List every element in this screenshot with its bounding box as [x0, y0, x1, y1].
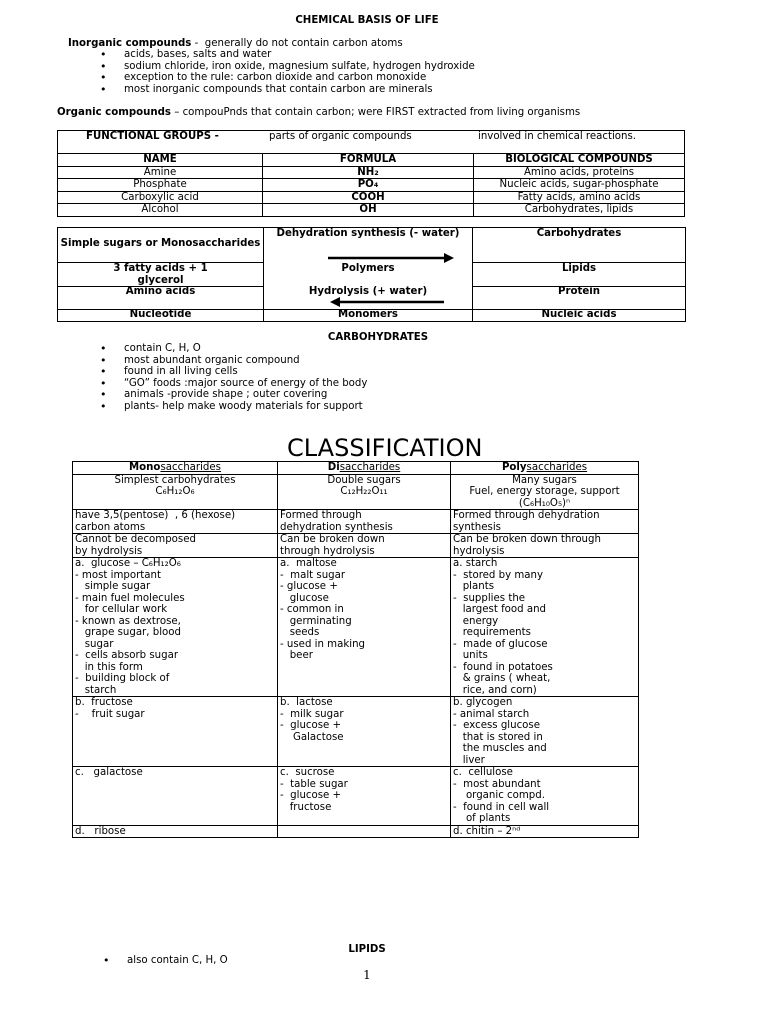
- organic-desc: – compouPnds that contain carbon; were FIRST extracted from living organisms: [171, 107, 581, 118]
- lipids-bullets: [103, 955, 228, 967]
- mono-formula: C₆H₁₂O₆: [155, 486, 195, 497]
- organic-label: Organic compounds: [57, 107, 171, 118]
- table-row: [73, 510, 639, 534]
- fg-bio: Amino acids, proteins: [474, 166, 685, 179]
- organic-definition: [57, 107, 580, 119]
- polymer-nucleic-acids: Nucleic acids: [541, 309, 617, 320]
- polymer-carbohydrates: Carbohydrates: [536, 228, 622, 239]
- list-item: • “GO” foods :major source of energy of the body: [100, 378, 367, 390]
- table-row: [58, 204, 685, 217]
- di-name-a: Di: [327, 462, 340, 473]
- hydrolysis-label: Hydrolysis (+ water): [308, 286, 428, 297]
- poly-cell: b. glycogen - animal starch - excess glucose that is stored in the muscles and liver: [451, 697, 639, 767]
- table-row: [73, 558, 639, 697]
- fg-formula: OH: [263, 204, 474, 217]
- mono-cell: b. fructose - fruit sugar: [73, 697, 278, 767]
- col-header-poly: [451, 462, 639, 475]
- monomer-sugars: Simple sugars or Monosaccharides: [60, 238, 261, 249]
- di-cell: c. sucrose - table sugar - glucose + fructose: [278, 767, 451, 826]
- poly-cell: d. chitin – 2ⁿᵈ: [451, 825, 639, 838]
- poly-cell: a. starch - stored by many plants - supplies the largest food and energy requirements - made of glucose units - found in potatoes & grains ( wheat, rice, and corn): [451, 558, 639, 697]
- mono-name-b: saccharides: [160, 462, 221, 473]
- poly-cell: Can be broken down through hydrolysis: [451, 534, 639, 558]
- poly-name-a: Poly: [501, 462, 527, 473]
- di-cell: a. maltose - malt sugar - glucose + glucose - common in germinating seeds - used in making beer: [278, 558, 451, 697]
- mono-summary: [73, 474, 278, 510]
- list-item: • also contain C, H, O: [103, 955, 228, 967]
- poly-name-b: saccharides: [526, 462, 588, 473]
- fg-formula: NH₂: [263, 166, 474, 179]
- fg-header-b: parts of organic compounds: [269, 131, 412, 142]
- mono-cell: c. galactose: [73, 767, 278, 826]
- functional-groups-header: [58, 131, 685, 154]
- fg-name: Carboxylic acid: [58, 191, 263, 204]
- table-row: [73, 767, 639, 826]
- fg-bio: Fatty acids, amino acids: [474, 191, 685, 204]
- poly-cell: c. cellulose - most abundant organic compd. - found in cell wall of plants: [451, 767, 639, 826]
- list-item: • most inorganic compounds that contain carbon are minerals: [100, 84, 475, 96]
- dehydration-label: Dehydration synthesis (- water): [276, 228, 460, 239]
- list-item: • most abundant organic compound: [100, 355, 367, 367]
- col-header-di: [278, 462, 451, 475]
- di-formula: C₁₂H₂₂O₁₁: [340, 486, 388, 497]
- fg-bio: Carbohydrates, lipids: [474, 204, 685, 217]
- col-header-formula: FORMULA: [263, 154, 474, 167]
- carbohydrates-bullets: [100, 343, 367, 412]
- polymer-protein: Protein: [557, 286, 600, 297]
- inorganic-label: Inorganic compounds: [68, 38, 192, 49]
- di-summary: [278, 474, 451, 510]
- fg-name: Phosphate: [58, 179, 263, 192]
- lipids-heading: LIPIDS: [348, 944, 386, 955]
- mono-cell: have 3,5(pentose) , 6 (hexose) carbon atoms: [73, 510, 278, 534]
- mono-name-a: Mono: [129, 462, 161, 473]
- di-cell: Can be broken down through hydrolysis: [278, 534, 451, 558]
- poly-formula: (C₆H₁₀O₅)ⁿ: [518, 497, 571, 509]
- mono-cell: Cannot be decomposed by hydrolysis: [73, 534, 278, 558]
- fg-bio: Nucleic acids, sugar-phosphate: [474, 179, 685, 192]
- poly-sub: Many sugars: [512, 474, 577, 486]
- table-row: [58, 166, 685, 179]
- table-row: [73, 697, 639, 767]
- table-row: [58, 179, 685, 192]
- di-cell: Formed through dehydration synthesis: [278, 510, 451, 534]
- page-title: CHEMICAL BASIS OF LIFE: [295, 15, 439, 26]
- poly-formula-line: Fuel, energy storage, support: [469, 486, 620, 497]
- mono-cell: d. ribose: [73, 825, 278, 838]
- monomer-lipids: 3 fatty acids + 1 glycerol: [113, 263, 208, 286]
- classification-heading: CLASSIFICATION: [287, 434, 483, 462]
- polymers-label: Polymers: [341, 263, 395, 274]
- poly-summary: [451, 474, 639, 510]
- monomer-amino-acids: Amino acids: [125, 286, 196, 297]
- inorganic-desc: - generally do not contain carbon atoms: [191, 38, 403, 49]
- fg-name: Amine: [58, 166, 263, 179]
- list-item: • contain C, H, O: [100, 343, 367, 355]
- fg-formula: COOH: [263, 191, 474, 204]
- col-header-bio: BIOLOGICAL COMPOUNDS: [474, 154, 685, 167]
- di-cell: [278, 825, 451, 838]
- list-item: • acids, bases, salts and water: [100, 49, 475, 61]
- table-row: [58, 191, 685, 204]
- polymer-lipids: Lipids: [561, 263, 597, 274]
- list-item: • found in all living cells: [100, 366, 367, 378]
- list-item: • sodium chloride, iron oxide, magnesium sulfate, hydrogen hydroxide: [100, 61, 475, 73]
- inorganic-bullets: [100, 49, 475, 95]
- col-header-name: NAME: [58, 154, 263, 167]
- fg-formula: PO₄: [263, 179, 474, 192]
- di-sub: Double sugars: [327, 474, 401, 486]
- fg-name: Alcohol: [58, 204, 263, 217]
- mono-sub: Simplest carbohydrates: [114, 474, 236, 486]
- mono-cell: a. glucose – C₆H₁₂O₆ - most important simple sugar - main fuel molecules for cellular work - known as dextrose, grape sugar, blood sugar - cells absorb sugar in this form - building block of starch: [73, 558, 278, 697]
- fg-header-a: FUNCTIONAL GROUPS -: [86, 131, 219, 142]
- list-item: • animals -provide shape ; outer covering: [100, 389, 367, 401]
- fg-header-c: involved in chemical reactions.: [478, 131, 637, 142]
- di-name-b: saccharides: [339, 462, 401, 473]
- monomers-label: Monomers: [337, 309, 398, 320]
- di-cell: b. lactose - milk sugar - glucose + Galactose: [278, 697, 451, 767]
- synthesis-table: [57, 227, 686, 322]
- poly-cell: Formed through dehydration synthesis: [451, 510, 639, 534]
- arrow-left-icon: [330, 297, 444, 307]
- arrow-right-icon: [328, 253, 454, 263]
- carbohydrates-heading: CARBOHYDRATES: [327, 332, 429, 343]
- page-number: 1: [363, 968, 371, 982]
- list-item: • plants- help make woody materials for support: [100, 401, 367, 413]
- col-header-mono: [73, 462, 278, 475]
- monomer-nucleotide: Nucleotide: [129, 309, 192, 320]
- classification-table: [72, 461, 639, 838]
- functional-groups-table: [57, 130, 685, 217]
- list-item: • exception to the rule: carbon dioxide and carbon monoxide: [100, 72, 475, 84]
- table-row: [73, 534, 639, 558]
- inorganic-definition: [68, 38, 403, 50]
- table-row: [73, 474, 639, 510]
- table-row: [73, 825, 639, 838]
